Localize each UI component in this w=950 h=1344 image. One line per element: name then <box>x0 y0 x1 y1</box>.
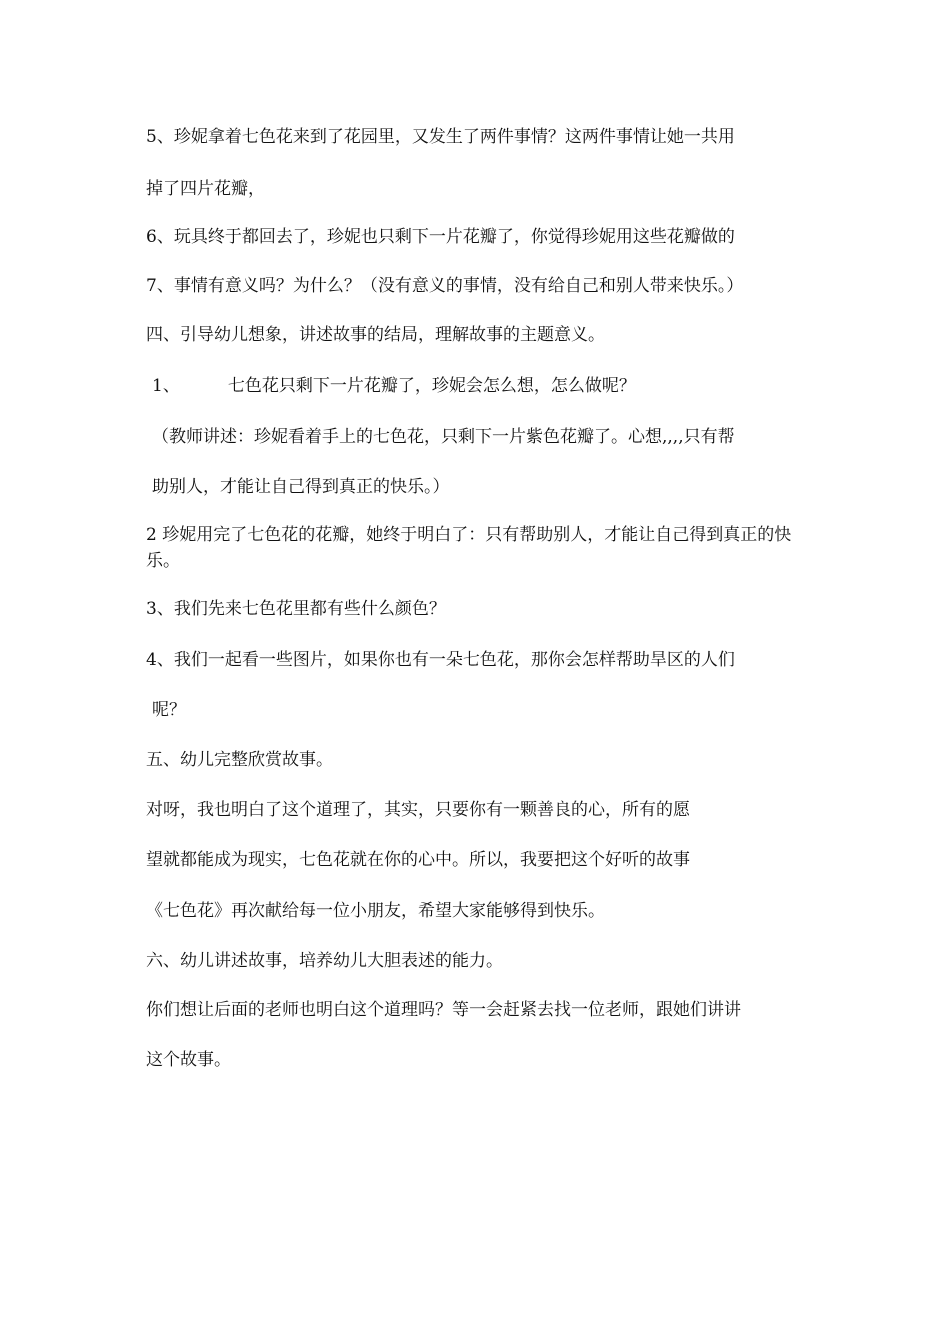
list-item <box>152 376 636 396</box>
paragraph-line: 《七色花》再次献给每一位小朋友，希望大家能够得到快乐。 <box>146 901 605 921</box>
paragraph-line: 这个故事。 <box>146 1050 231 1070</box>
paragraph-line: 6、玩具终于都回去了，珍妮也只剩下一片花瓣了，你觉得珍妮用这些花瓣做的 <box>146 227 735 247</box>
paragraph-line: 4、我们一起看一些图片，如果你也有一朵七色花，那你会怎样帮助旱区的人们 <box>146 650 735 670</box>
paragraph-line: 掉了四片花瓣， <box>146 179 265 199</box>
teacher-narration-line: （教师讲述：珍妮看着手上的七色花，只剩下一片紫色花瓣了。心想,,,,只有帮 <box>152 427 735 447</box>
paragraph-line: 你们想让后面的老师也明白这个道理吗？等一会赶紧去找一位老师，跟她们讲讲 <box>146 1000 741 1020</box>
teacher-narration-line: 助别人，才能让自己得到真正的快乐。） <box>152 477 450 497</box>
list-item-paragraph: 2 珍妮用完了七色花的花瓣，她终于明白了：只有帮助别人，才能让自己得到真正的快乐。 <box>146 525 792 571</box>
paragraph-line: 7、事情有意义吗？为什么？（没有意义的事情，没有给自己和别人带来快乐。） <box>146 276 744 296</box>
paragraph-line: 3、我们先来七色花里都有些什么颜色？ <box>146 599 446 619</box>
paragraph-line: 对呀，我也明白了这个道理了，其实，只要你有一颗善良的心，所有的愿 <box>146 800 690 820</box>
paragraph-line: 望就都能成为现实，七色花就在你的心中。所以，我要把这个好听的故事 <box>146 850 690 870</box>
list-item-text: 七色花只剩下一片花瓣了，珍妮会怎么想，怎么做呢？ <box>227 376 636 396</box>
paragraph-line: 呢？ <box>152 700 186 720</box>
section-heading: 五、幼儿完整欣赏故事。 <box>146 750 333 770</box>
list-item-number: 1、 <box>152 376 180 396</box>
section-heading: 四、引导幼儿想象，讲述故事的结局，理解故事的主题意义。 <box>146 325 605 345</box>
paragraph-line: 5、珍妮拿着七色花来到了花园里，又发生了两件事情？这两件事情让她一共用 <box>146 127 735 147</box>
section-heading: 六、幼儿讲述故事，培养幼儿大胆表述的能力。 <box>146 951 503 971</box>
